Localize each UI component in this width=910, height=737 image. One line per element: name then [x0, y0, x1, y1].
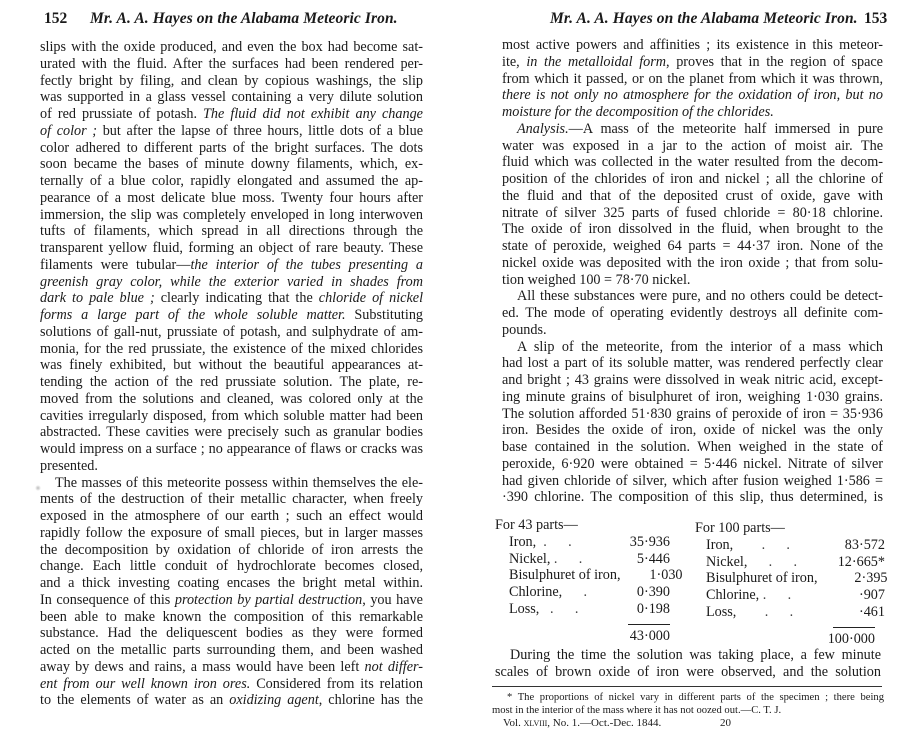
text-segment: color adhered to different parts of the bright surfaces. The dots	[40, 139, 423, 156]
text-line	[40, 558, 423, 575]
text-line	[40, 290, 423, 307]
text-segment: nitrate of silver 325 parts of fused chloride = 80·18 chlorine.	[502, 204, 883, 221]
table-heading: For 100 parts—	[695, 520, 785, 536]
text-line	[40, 307, 423, 324]
text-line	[40, 475, 423, 492]
element-name: Nickel,	[706, 553, 748, 570]
text-segment: , you have	[362, 591, 423, 608]
text-line	[502, 288, 883, 305]
text-line	[495, 647, 881, 664]
table-row	[495, 551, 670, 568]
table-total: 43·000	[629, 627, 670, 644]
italic-text: there is not only no atmosphere for the oxidation of iron, but no	[502, 87, 883, 104]
table-row	[495, 601, 670, 618]
italic-text: oxidizing agent	[229, 692, 319, 709]
text-line	[502, 489, 883, 506]
text-line	[502, 355, 883, 372]
element-value: 2·395	[854, 570, 888, 587]
text-segment: would impress on a surface ; no appearance of flaws or cracks was	[40, 441, 423, 457]
body-text	[40, 39, 423, 709]
text-line	[502, 406, 883, 423]
text-line	[40, 575, 423, 592]
text-line	[40, 207, 423, 224]
text-line	[495, 664, 881, 681]
text-line	[40, 357, 423, 374]
text-segment: , proves that in the region of space	[666, 53, 883, 70]
text-segment: state of peroxide, weighed 64 parts = 44·37 iron. None of the	[502, 238, 883, 254]
text-segment: clearly indicating that the	[154, 290, 319, 307]
text-segment: ·390 chlorine. The composition of this slip, thus determined, is	[502, 489, 883, 506]
italic-text: greenish gray color, while the exterior varied in shades from	[40, 273, 423, 290]
text-segment: nickel oxide was deposited with the iron oxide ; that from solu-	[502, 254, 883, 271]
text-segment: cavities irregularly disposed, from which soluble matter had been	[40, 407, 423, 424]
element-value: ·461	[858, 603, 885, 620]
italic-text: not differ-	[364, 658, 424, 675]
footnote-divider	[492, 686, 882, 687]
text-line	[502, 422, 883, 439]
italic-text: the interior of the tubes presenting a	[190, 256, 423, 273]
body-text-continued	[495, 647, 881, 681]
element-label	[509, 567, 621, 584]
text-segment: was supported in a glass vessel containing a very dilute solution	[40, 89, 423, 106]
text-segment: slips with the oxide produced, and even the box had become sat-	[40, 39, 423, 55]
text-segment: most active powers and affinities ; its existence in this meteor-	[502, 37, 883, 53]
element-name: Loss,	[706, 603, 737, 620]
text-segment: was finely exhibited, but without the beautiful appearances at-	[40, 357, 423, 374]
right-page	[455, 0, 910, 737]
scan-speck	[35, 485, 41, 491]
text-segment: transparent yellow fluid, forming an object of rare beauty. These	[40, 240, 423, 256]
text-line	[502, 154, 883, 171]
element-name: Chlorine,	[706, 587, 760, 603]
element-label	[509, 584, 608, 601]
table-row	[695, 587, 885, 604]
text-line	[502, 439, 883, 456]
text-line	[502, 71, 883, 88]
text-line	[40, 659, 423, 676]
text-line	[502, 372, 883, 389]
leader-dots: .	[562, 584, 588, 600]
text-segment: ternally of a blue color, rapidly elongated and assumed the ap-	[40, 173, 423, 189]
element-value: ·907	[858, 587, 885, 603]
text-segment: of red prussiate of potash.	[40, 106, 204, 122]
text-segment: water was exposed in a jar to the action of moist air. The	[502, 137, 883, 154]
element-label	[706, 537, 815, 554]
text-line	[40, 341, 423, 358]
text-line	[40, 140, 423, 157]
text-segment: moved from the solutions and cleaned, was colored only at the	[40, 390, 423, 407]
running-title: Mr. A. A. Hayes on the Alabama Meteoric Iron.	[550, 10, 858, 27]
table-row	[695, 604, 885, 621]
element-value: 5·446	[636, 550, 670, 567]
text-line	[40, 542, 423, 559]
text-segment: The solution afforded 51·830 grains of peroxide of iron = 35·936	[502, 405, 883, 422]
text-segment: Substituting	[345, 307, 424, 323]
italic-text: in the metalloidal form	[526, 53, 667, 70]
table-row	[495, 584, 670, 601]
text-line	[40, 56, 423, 73]
element-value: 0·198	[636, 600, 670, 617]
running-title: Mr. A. A. Hayes on the Alabama Meteoric Iron.	[90, 10, 398, 27]
text-line	[502, 322, 883, 339]
leader-dots: . .	[733, 536, 790, 553]
text-line	[502, 121, 883, 138]
element-label	[706, 554, 815, 571]
text-line	[40, 173, 423, 190]
text-line	[502, 104, 883, 121]
text-segment: Considered from its relation	[250, 675, 423, 692]
text-line	[40, 491, 423, 508]
text-segment: All these substances were pure, and no others could be detect-	[517, 288, 883, 305]
element-label	[706, 587, 815, 604]
text-segment: fluid which was collected in the water resulted from the decom-	[502, 154, 883, 171]
text-segment: change. Each little conduit of hydrochlorate becomes closed,	[40, 558, 423, 575]
text-line	[40, 424, 423, 441]
leader-dots: . .	[759, 587, 792, 603]
text-segment: most in the interior of the mass where it has not oozed out.—C. T. J.	[492, 705, 782, 716]
text-line	[40, 609, 423, 626]
text-segment: from which it passed, or on the planet from which it was thrown,	[502, 70, 883, 87]
sum-rule	[628, 624, 670, 625]
table-row	[695, 537, 885, 554]
text-segment: had given chloride of silver, which after fusion weighed 1·586 =	[502, 472, 883, 489]
text-line	[40, 676, 423, 693]
table-row	[695, 570, 888, 587]
leader-dots: . .	[550, 550, 583, 567]
text-segment: monia, for the red prussiate, the existence of the mixed chlorides	[40, 340, 423, 357]
element-label	[509, 534, 608, 551]
text-segment: ed. The mode of operating evidently destroys all definite com-	[502, 305, 883, 321]
body-text	[502, 37, 883, 506]
page-number: 153	[864, 10, 888, 27]
text-line	[40, 374, 423, 391]
table-heading: For 43 parts—	[495, 517, 578, 533]
element-name: Nickel,	[509, 550, 551, 567]
text-line	[502, 138, 883, 155]
text-segment: pounds.	[502, 321, 547, 338]
text-segment: abstracted. These cavities were precisely such as granular bodies	[40, 424, 423, 441]
element-name: Chlorine,	[509, 584, 563, 600]
element-name: Bisulphuret of iron,	[509, 567, 621, 584]
text-line	[492, 704, 884, 717]
page-number: 152	[44, 10, 68, 27]
italic-text: The fluid did not exhibit any change	[203, 106, 423, 122]
volume-info: Vol. xlviii, No. 1.—Oct.-Dec. 1844.	[503, 717, 662, 729]
italic-text: dark to pale blue ;	[40, 290, 155, 307]
text-segment: —A mass of the meteorite half immersed in pure	[568, 120, 883, 137]
text-line	[40, 458, 423, 475]
italic-text: chloride of nickel	[318, 290, 424, 307]
italic-text: protection by partial destruction	[174, 591, 363, 608]
text-line	[40, 123, 423, 140]
text-segment: In consequence of this	[40, 591, 175, 608]
text-line	[502, 87, 883, 104]
element-name: Loss,	[509, 600, 540, 617]
text-segment: scales of brown oxide of iron were observed, and the solution	[495, 663, 881, 680]
text-line	[502, 171, 883, 188]
text-line	[40, 156, 423, 173]
text-segment: urated with the fluid. After the surfaces had been rendered per-	[40, 55, 423, 72]
element-name: Bisulphuret of iron,	[706, 570, 818, 587]
text-line	[502, 389, 883, 406]
text-segment: position of the chlorides of iron and nickel ; all the chlorine of	[502, 171, 883, 187]
text-line	[40, 508, 423, 525]
text-segment: , chlorine has the	[318, 692, 423, 709]
text-segment: During the time the solution was taking place, a few minute	[510, 647, 881, 663]
sheet-number: 20	[720, 717, 731, 729]
text-segment: fectly bright by filing, and clean by copious washings, the slip	[40, 72, 423, 89]
leader-dots: . .	[536, 533, 572, 550]
composition-column-100-parts	[695, 520, 888, 647]
element-value: 83·572	[844, 536, 885, 553]
text-segment: acted on the metallic parts surrounding them, and been washed	[40, 642, 423, 658]
text-line	[40, 525, 423, 542]
text-segment: A slip of the meteorite, from the interior of a mass which	[517, 338, 883, 355]
text-line	[502, 305, 883, 322]
text-line	[40, 106, 423, 123]
table-row	[495, 567, 683, 584]
text-segment: rapidly follow the exposure of small pieces, but in larger masses	[40, 524, 423, 541]
text-line	[40, 190, 423, 207]
text-segment: peroxide, 6·920 were obtained = 5·446 nickel. Nitrate of silver	[502, 455, 883, 472]
text-segment: ite,	[502, 53, 527, 70]
text-segment: but after the lapse of three hours, little dots of a blue	[97, 122, 423, 139]
table-row	[695, 554, 885, 571]
text-line	[502, 272, 883, 289]
text-segment: soon became the bases of minute downy filaments, which, ex-	[40, 156, 423, 173]
text-segment: The masses of this meteorite possess within themselves the ele-	[55, 474, 423, 491]
text-line	[40, 89, 423, 106]
element-label	[706, 570, 818, 587]
leader-dots: . .	[539, 600, 579, 617]
italic-text: moisture for the decomposition of the chlorides.	[502, 104, 774, 120]
element-value: 0·390	[636, 584, 670, 600]
text-line	[502, 54, 883, 71]
text-segment: * The proportions of nickel vary in different parts of the specimen ; there being	[507, 692, 884, 703]
text-line	[40, 324, 423, 341]
text-line	[40, 592, 423, 609]
text-line	[40, 642, 423, 659]
text-line	[502, 37, 883, 54]
text-line	[502, 221, 883, 238]
text-segment: exposed in the atmosphere of our earth ; such an effect would	[40, 508, 423, 524]
element-label	[509, 601, 608, 618]
text-line	[502, 238, 883, 255]
text-line	[40, 73, 423, 90]
leader-dots: . .	[747, 553, 798, 570]
text-segment: and bright ; 43 grains were dissolved in weak nitric acid, except-	[502, 372, 883, 388]
text-segment: pearance of a most delicate blue moss. Twenty four hours after	[40, 189, 423, 206]
text-line	[502, 339, 883, 356]
text-segment: been able to make known the composition of this remarkable	[40, 608, 423, 625]
text-segment: had lost a part of its soluble matter, was rendered perfectly clear	[502, 355, 883, 372]
text-line	[492, 691, 884, 704]
text-segment: ing minute grains of bisulphuret of iron, weighing 1·030 grains.	[502, 388, 883, 405]
text-segment: filaments were tubular—	[40, 256, 191, 273]
italic-text: ent from our well known iron ores.	[40, 675, 251, 692]
text-line	[502, 456, 883, 473]
text-segment: base contained in the solution. When weighed in the state of	[502, 439, 883, 455]
element-value: 1·030	[649, 567, 683, 584]
table-row	[495, 534, 670, 551]
text-line	[40, 240, 423, 257]
footnote	[492, 691, 884, 717]
text-segment: ments of the destruction of their metallic character, when freely	[40, 491, 423, 508]
text-line	[502, 188, 883, 205]
text-line	[40, 274, 423, 291]
italic-text: Analysis.	[517, 120, 569, 137]
text-segment: iron. Besides the oxide of iron, oxide of nickel was the only	[502, 422, 883, 439]
text-line	[40, 391, 423, 408]
text-segment: substance. Had the deliquescent bodies as they were formed	[40, 625, 423, 642]
text-segment: and a thick investing coating encases the bright metal within.	[40, 575, 423, 591]
composition-column-43-parts	[495, 517, 683, 644]
element-name: Iron,	[509, 533, 537, 550]
text-line	[40, 39, 423, 56]
text-segment: the fluid and that of the deposited crust of oxide, gave with	[502, 187, 883, 204]
text-line	[40, 625, 423, 642]
text-segment: tending the action of the red prussiate solution. The plate, re-	[40, 374, 423, 390]
text-segment: to the elements of water as an	[40, 692, 230, 709]
text-segment: the decomposition by oxidation of chloride of iron arrests the	[40, 541, 423, 558]
text-line	[502, 205, 883, 222]
table-total: 100·000	[827, 630, 875, 647]
text-line	[40, 692, 423, 709]
text-line	[40, 441, 423, 458]
element-name: Iron,	[706, 536, 734, 553]
sum-rule	[833, 627, 875, 628]
text-segment: solutions of gall-nut, prussiate of potash, and sulphydrate of am-	[40, 323, 423, 340]
element-value: 12·665*	[837, 553, 885, 570]
text-line	[502, 473, 883, 490]
element-value: 35·936	[629, 533, 670, 550]
text-segment: tion weighed 100 = 78·70 nickel.	[502, 271, 691, 288]
text-segment: The oxide of iron dissolved in the fluid, when brought to the	[502, 221, 883, 238]
text-line	[40, 223, 423, 240]
leader-dots: . .	[736, 603, 794, 620]
text-segment: immersion, the slip was completely enveloped in long interwoven	[40, 206, 423, 223]
text-segment: away by dews and rains, a mass would have been left	[40, 658, 365, 675]
text-line	[502, 255, 883, 272]
text-line	[40, 257, 423, 274]
italic-text: of color ;	[40, 122, 98, 139]
text-segment: presented.	[40, 457, 98, 474]
italic-text: forms a large part of the whole soluble matter.	[40, 307, 346, 323]
text-line	[40, 408, 423, 425]
element-label	[706, 604, 815, 621]
element-label	[509, 551, 608, 568]
text-segment: tufts of filaments, which spread in all directions through the	[40, 223, 423, 240]
